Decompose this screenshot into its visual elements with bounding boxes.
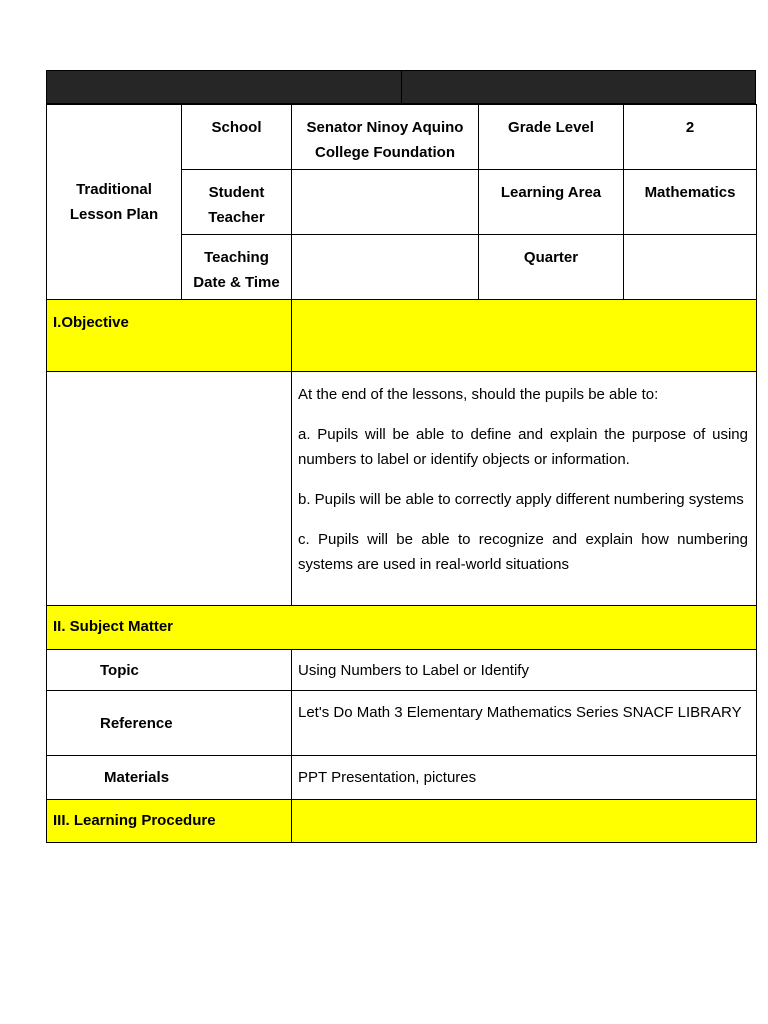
header-bar	[46, 70, 756, 104]
objective-heading-blank	[292, 300, 757, 372]
objective-item-a: a. Pupils will be able to define and explain the purpose of using numbers to label or identify objects or information.	[298, 426, 748, 468]
materials-label: Materials	[47, 756, 292, 800]
student-teacher-value[interactable]	[292, 170, 479, 235]
topic-value: Using Numbers to Label or Identify	[292, 650, 757, 691]
subject-matter-heading: II. Subject Matter	[47, 606, 757, 650]
quarter-value[interactable]	[624, 235, 757, 300]
grade-level-value: 2	[624, 105, 757, 170]
quarter-label: Quarter	[479, 235, 624, 300]
objective-item-b: b. Pupils will be able to correctly apply different numbering systems	[298, 491, 744, 508]
objective-content	[292, 372, 757, 606]
learning-area-value: Mathematics	[624, 170, 757, 235]
lesson-body-table	[46, 299, 757, 843]
objective-intro: At the end of the lessons, should the pupils be able to:	[298, 386, 659, 403]
traditional-lesson-plan-label: Traditional Lesson Plan	[47, 105, 182, 300]
school-value: Senator Ninoy Aquino College Foundation	[292, 105, 479, 170]
teaching-date-label: Teaching Date & Time	[182, 235, 292, 300]
header-bar-divider	[401, 71, 402, 103]
grade-level-label: Grade Level	[479, 105, 624, 170]
objective-heading: I.Objective	[47, 300, 292, 372]
objective-left-blank	[47, 372, 292, 606]
teaching-date-value[interactable]	[292, 235, 479, 300]
reference-label: Reference	[47, 691, 292, 756]
lesson-info-table	[46, 104, 757, 300]
learning-area-label: Learning Area	[479, 170, 624, 235]
objective-item-c: c. Pupils will be able to recognize and explain how numbering systems are used in real-world situations	[298, 531, 748, 573]
materials-value: PPT Presentation, pictures	[292, 756, 757, 800]
school-label: School	[182, 105, 292, 170]
student-teacher-label: Student Teacher	[182, 170, 292, 235]
learning-procedure-blank	[292, 800, 757, 843]
topic-label: Topic	[47, 650, 292, 691]
reference-value: Let's Do Math 3 Elementary Mathematics Series SNACF LIBRARY	[292, 691, 757, 756]
lesson-plan-document	[46, 70, 756, 843]
learning-procedure-heading: III. Learning Procedure	[47, 800, 292, 843]
